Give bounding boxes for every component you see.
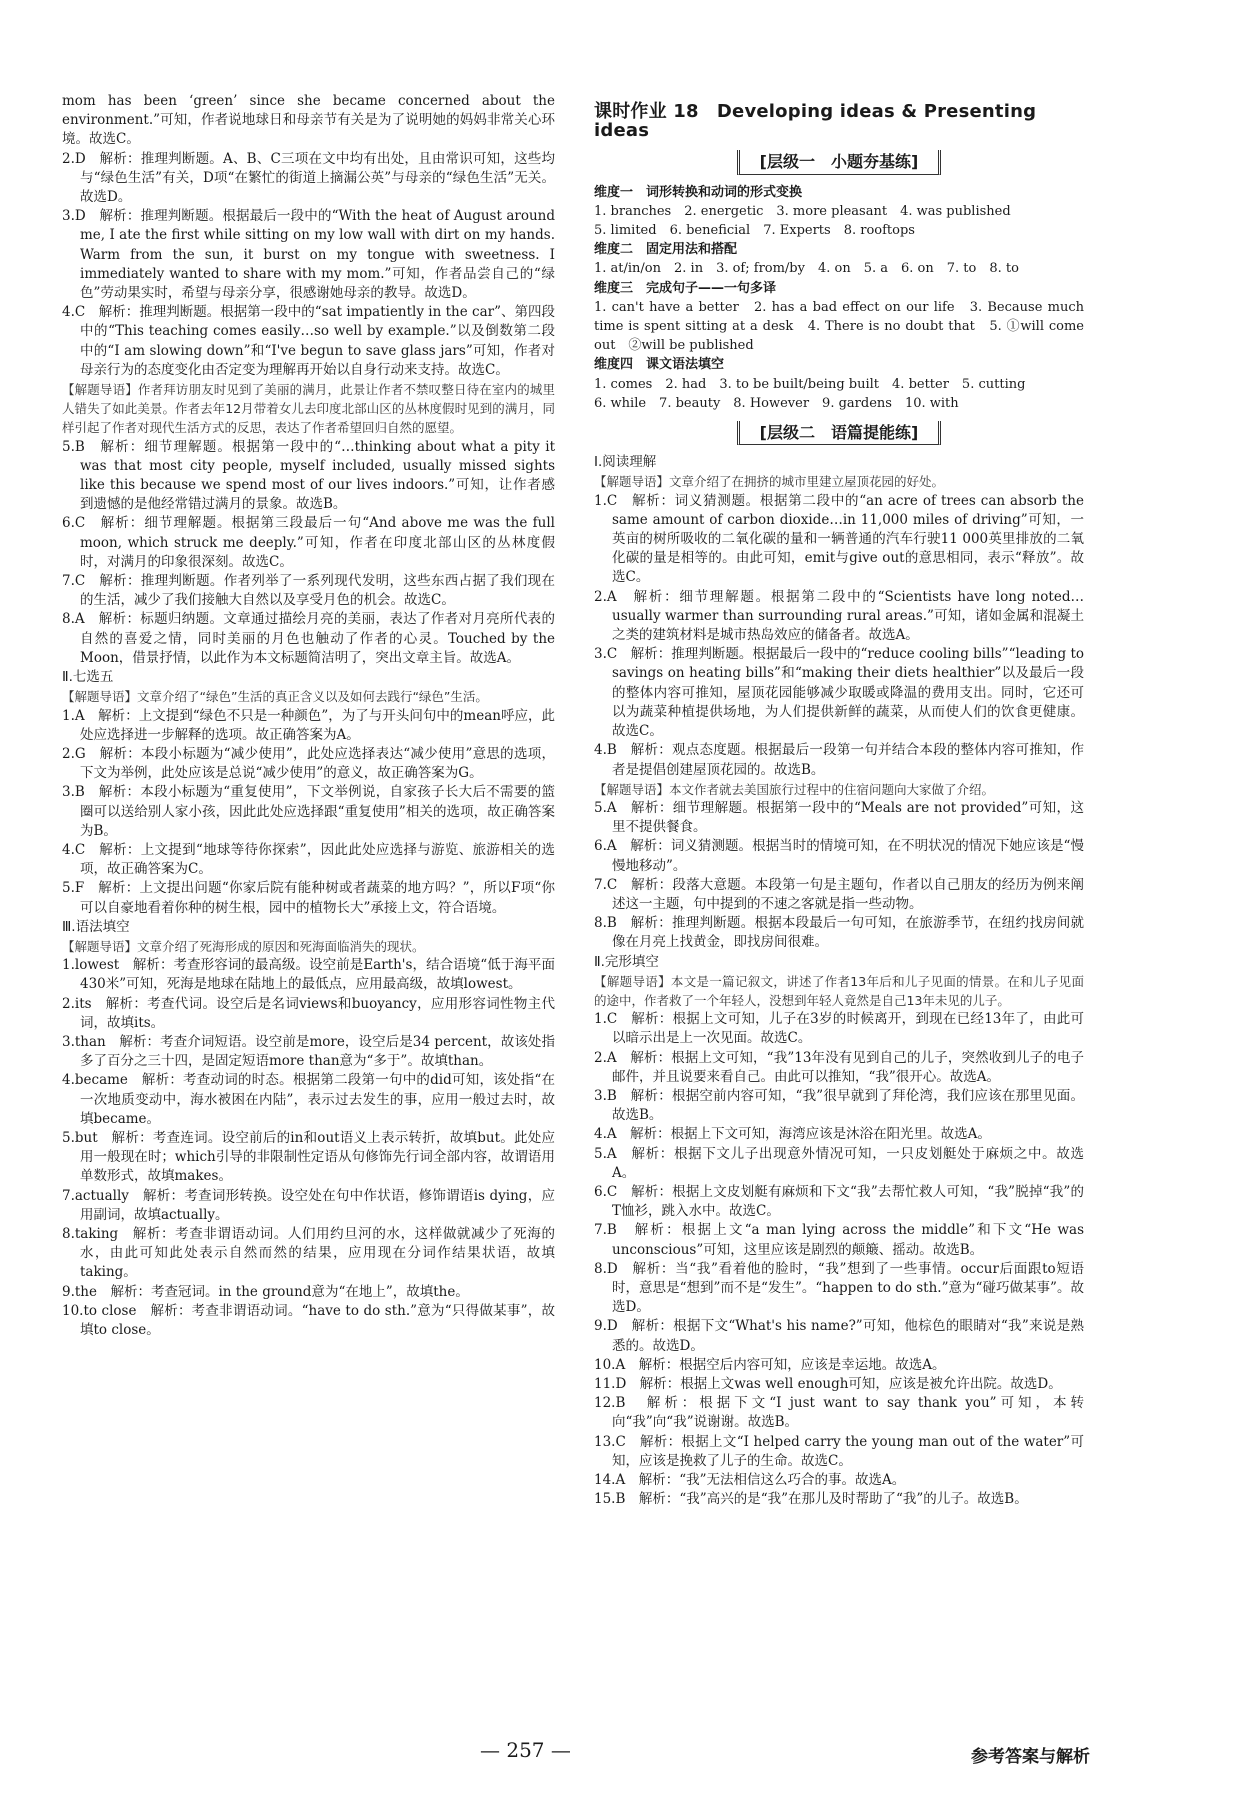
answer-line: 1. branches 2. energetic 3. more pleasant 4. was published: [594, 203, 1011, 219]
answer-paragraph: 1.A 解析：上文提到“绿色不只是一种颜色”，为了与开头问句中的mean呼应，此处应选择进一步解释的选项。故正确答案为A。: [62, 707, 555, 743]
answer-paragraph: 15.B 解析：“我”高兴的是“我”在那儿及时帮助了“我”的儿子。故选B。: [594, 1491, 1028, 1508]
answer-paragraph: 8.B 解析：推理判断题。根据本段最后一句可知，在旅游季节，在纽约找房间就像在月亮上找黄金，即找房间很难。: [594, 915, 1084, 951]
answer-paragraph: 13.C 解析：根据上文“I helped carry the young man out of the water”可知，应该是挽救了儿子的生命。故选C。: [594, 1433, 1084, 1469]
answer-paragraph: 4.C 解析：上文提到“地球等待你探索”，因此此处应选择与游览、旅游相关的选项，故正确答案为C。: [62, 841, 555, 878]
answer-paragraph: 1.C 解析：根据上文可知，儿子在3岁的时候离开，到现在已经13年了，由此可以暗示出是上一次见面。故选C。: [594, 1011, 1084, 1047]
answer-paragraph: 4.C 解析：推理判断题。根据第一段中的“sat impatiently in the car”、第四段中的“This teaching comes easily…so well by example.”以及倒数第二段中的“I am slowing down”和“I've begun to save glass jars”可知，作者对母亲行为的态度变化由否定变为理解再开始以自身行动来支持。故选C。: [62, 304, 555, 378]
guide-paragraph: 【解题导语】作者拜访朋友时见到了美丽的满月，此景让作者不禁叹整日待在室内的城里人错失了如此美景。作者去年12月带着女儿去印度北部山区的丛林度假时见到的满月，同样引起了作者对现代生活方式的反思，表达了作者希望回归自然的愿望。: [62, 382, 555, 436]
answer-paragraph: 10.A 解析：根据空后内容可知，应该是幸运地。故选A。: [594, 1356, 946, 1373]
guide-paragraph: 【解题导语】文章介绍了“绿色”生活的真正含义以及如何去践行“绿色”生活。: [62, 689, 488, 705]
answer-paragraph: 14.A 解析：“我”无法相信这么巧合的事。故选A。: [594, 1472, 906, 1489]
answer-paragraph: 2.D 解析：推理判断题。A、B、C三项在文中均有出处，且由常识可知，这些均与“绿色生活”有关，D项“在繁忙的街道上摘漏公英”与母亲的“绿色生活”无关。故选D。: [62, 150, 555, 206]
answer-paragraph: 8.taking 解析：考查非谓语动词。人们用约旦河的水，这样做就减少了死海的水，由此可知此处表示自然而然的结果，应用现在分词作结果状语，故填taking。: [62, 1225, 555, 1281]
guide-paragraph: 【解题导语】本文是一篇记叙文，讲述了作者13年后和儿子见面的情景。在和儿子见面的途中，作者救了一个年轻人，没想到年轻人竟然是自己13年未见的儿子。: [594, 973, 1084, 1008]
answer-line: 1. comes 2. had 3. to be built/being built 4. better 5. cutting: [594, 376, 1026, 392]
answer-paragraph: 3.than 解析：考查介词短语。设空前是more，设空后是34 percent，故该处指多了百分之三十四，是固定短语more than意为“多于”。故填than。: [62, 1033, 555, 1070]
answer-paragraph: 9.D 解析：根据下文“What's his name?”可知，他棕色的眼睛对“我”来说是熟悉的。故选D。: [594, 1318, 1084, 1354]
answer-paragraph: 2.G 解析：本段小标题为“减少使用”，此处应选择表达“减少使用”意思的选项，下文为举例，此处应该是总说“减少使用”的意义，故正确答案为G。: [62, 745, 555, 782]
answer-paragraph: 4.A 解析：根据上下文可知，海湾应该是沐浴在阳光里。故选A。: [594, 1126, 991, 1143]
answer-paragraph: 5.F 解析：上文提出问题“你家后院有能种树或者蔬菜的地方吗？”，所以F项“你可以自豪地看着你种的树生根，园中的植物长大”承接上文，符合语境。: [62, 880, 555, 916]
section-heading: Ⅱ.完形填空: [594, 953, 659, 970]
answer-paragraph: 2.A 解析：根据上文可知，“我”13年没有见到自己的儿子，突然收到儿子的电子邮件，并且说要来看自己。由此可以推知，“我”很开心。故选A。: [594, 1049, 1084, 1085]
level-banner: [594, 421, 1084, 445]
answer-paragraph: 7.B 解析：根据上文“a man lying across the middle”和下文“He was unconscious”可知，这里应该是剧烈的颠簸、摇动。故选B。: [594, 1222, 1084, 1258]
answer-paragraph: 7.C 解析：推理判断题。作者列举了一系列现代发明，这些东西占据了我们现在的生活，减少了我们接触大自然以及享受月色的机会。故选C。: [62, 573, 555, 609]
right-column: [594, 92, 1084, 1509]
answer-paragraph: 3.D 解析：推理判断题。根据最后一段中的“With the heat of August around me, I ate the first while sitting on my low wall with dirt on my hands. Warm from the sun, it burst on my tongue with sweetness. I immediately wanted to share with my mom.”可知，作者品尝自己的“绿色”劳动果实时，希望与母亲分享，很感谢她母亲的教导。故选D。: [62, 208, 555, 302]
answer-paragraph: 2.its 解析：考查代词。设空后是名词views和buoyancy，应用形容词性物主代词，故填its。: [62, 995, 555, 1031]
answer-paragraph: 6.C 解析：根据上文皮划艇有麻烦和下文“我”去帮忙救人可知，“我”脱掉“我”的T恤衫，跳入水中。故选C。: [594, 1183, 1084, 1220]
answer-paragraph: 8.D 解析：当“我”看着他的脸时，“我”想到了一些事情。occur后面跟to短语时，意思是“想到”而不是“发生”。“happen to do sth.”意为“碰巧做某事”。故选D。: [594, 1260, 1084, 1316]
page-footer: [0, 1738, 1250, 1778]
dimension-heading: 维度四 课文语法填空: [594, 357, 725, 373]
level-two-label: [层级二 语篇提能练]: [737, 421, 942, 445]
answer-paragraph: 7.C 解析：段落大意题。本段第一句是主题句，作者以自己朋友的经历为例来阐述这一主题，句中提到的不速之客就是指一些动物。: [594, 876, 1084, 912]
answer-paragraph: 5.A 解析：细节理解题。根据第一段中的“Meals are not provided”可知，这里不提供餐食。: [594, 799, 1084, 836]
section-heading: Ⅰ.阅读理解: [594, 454, 657, 471]
answer-paragraph: 3.B 解析：本段小标题为“重复使用”，下文举例说，自家孩子长大后不需要的篮圈可以送给别人家小孩，因此此处应选择跟“重复使用”相关的选项，故正确答案为B。: [62, 784, 555, 839]
answer-line: 1. can't have a better 2. has a bad effect on our life 3. Because much time is spent sitting at a desk 4. There is no doubt that 5. ①will come out ②will be published: [594, 299, 1084, 354]
guide-paragraph: 【解题导语】本文作者就去美国旅行过程中的住宿问题向大家做了介绍。: [594, 781, 995, 797]
answer-line: 6. while 7. beauty 8. However 9. gardens 10. with: [594, 395, 959, 411]
answer-paragraph: 2.A 解析：细节理解题。根据第二段中的“Scientists have long noted…usually warmer than surrounding rural areas.”可知，诸如金属和混凝土之类的建筑材料是城市热岛效应的储备者。故选A。: [594, 588, 1084, 644]
answer-paragraph: 3.B 解析：根据空前内容可知，“我”很早就到了拜伦湾，我们应该在那里见面。故选B。: [594, 1087, 1084, 1124]
section-heading: Ⅲ.语法填空: [62, 918, 130, 935]
level-one-label: [层级一 小题夯基练]: [737, 150, 942, 174]
answer-paragraph: 1.C 解析：词义猜测题。根据第二段中的“an acre of trees can absorb the same amount of carbon dioxide…in 11,000 miles of driving”可知，一英亩的树所吸收的二氧化碳的量和一辆普通的汽车行驶11 000英里排放的二氧化碳的量是相等的。由此可知，emit与give out的意思相同，表示“释放”。故选C。: [594, 492, 1084, 586]
left-column: [62, 92, 555, 1340]
lesson-title: 课时作业 18 Developing ideas & Presenting ideas: [594, 101, 1037, 142]
section-heading: Ⅱ.七选五: [62, 669, 114, 686]
answer-paragraph: 12.B 解析：根据下文“I just want to say thank you”可知，本转向“我”向“我”说谢谢。故选B。: [594, 1395, 1084, 1431]
level-banner: [594, 150, 1084, 174]
answer-paragraph: 7.actually 解析：考查词形转换。设空处在句中作状语，修饰谓语is dying，应用副词，故填actually。: [62, 1187, 555, 1223]
answer-paragraph: 4.became 解析：考查动词的时态。根据第二段第一句中的did可知，该处指“在一次地质变动中，海水被困在内陆”，表示过去发生的事，应用一般过去时，故填became。: [62, 1072, 555, 1127]
dimension-heading: 维度二 固定用法和搭配: [594, 242, 738, 258]
answer-paragraph: 9.the 解析：考查冠词。in the ground意为“在地上”，故填the。: [62, 1283, 469, 1300]
dimension-heading: 维度一 词形转换和动词的形式变换: [594, 184, 803, 200]
answer-paragraph: 1.lowest 解析：考查形容词的最高级。设空前是Earth's，结合语境“低于海平面430米”可知，死海是地球在陆地上的最低点，应用最高级，故填lowest。: [62, 957, 555, 993]
answer-line: 5. limited 6. beneficial 7. Experts 8. rooftops: [594, 223, 915, 239]
answer-paragraph: 5.but 解析：考查连词。设空前后的in和out语义上表示转折，故填but。此处应用一般现在时；which引导的非限制性定语从句修饰先行词全部内容，故谓语用单数形式，故填makes。: [62, 1129, 555, 1185]
page-number: — 257 —: [480, 1738, 571, 1762]
answer-paragraph: 10.to close 解析：考查非谓语动词。“have to do sth.”意为“只得做某事”，故填to close。: [62, 1302, 555, 1338]
answer-paragraph: 6.A 解析：词义猜测题。根据当时的情境可知，在不明状况的情况下她应该是“慢慢地移动”。: [594, 838, 1084, 874]
answer-paragraph: 6.C 解析：细节理解题。根据第三段最后一句“And above me was the full moon, which struck me deeply.”可知，作者在印度北部山区的丛林度假时，对满月的印象很深刻。故选C。: [62, 515, 555, 570]
answer-paragraph: 5.A 解析：根据下文儿子出现意外情况可知，一只皮划艇处于麻烦之中。故选A。: [594, 1145, 1084, 1181]
answer-line: 1. at/in/on 2. in 3. of; from/by 4. on 5. a 6. on 7. to 8. to: [594, 261, 1019, 277]
answer-paragraph: 4.B 解析：观点态度题。根据最后一段第一句并结合本段的整体内容可推知，作者是提倡创建屋顶花园的。故选B。: [594, 742, 1084, 778]
answer-paragraph: mom has been ‘green’ since she became concerned about the environment.”可知，作者说地球日和母亲节有关是为了说明她的妈妈非常关心环境。故选C。: [62, 93, 555, 148]
answer-paragraph: 3.C 解析：推理判断题。根据最后一段中的“reduce cooling bills”“leading to savings on heating bills”和“making their diets healthier”以及最后一段的整体内容可推知，屋顶花园能够减少取暖或降温的费用支出。同时，它还可以为蔬菜种植提供场地，为人们提供新鲜的蔬菜，从而使人们的饮食更健康。故选C。: [594, 646, 1084, 740]
answer-paragraph: 8.A 解析：标题归纳题。文章通过描绘月亮的美丽，表达了作者对月亮所代表的自然的喜爱之情，同时美丽的月色也触动了作者的心灵。Touched by the Moon，借景抒情，以此作为本文标题简洁明了，突出文章主旨。故选A。: [62, 611, 555, 666]
dimension-heading: 维度三 完成句子——一句多译: [594, 280, 777, 296]
footer-label: 参考答案与解析: [971, 1747, 1090, 1767]
guide-paragraph: 【解题导语】文章介绍了死海形成的原因和死海面临消失的现状。: [62, 938, 425, 954]
guide-paragraph: 【解题导语】文章介绍了在拥挤的城市里建立屋顶花园的好处。: [594, 474, 945, 490]
answer-paragraph: 5.B 解析：细节理解题。根据第一段中的“…thinking about what a pity it was that most city people, myself included, usually missed sights like this because we spend most of our lives indoors.”可知，让作者感到遗憾的是他经常错过满月的景象。故选B。: [62, 438, 555, 513]
answer-paragraph: 11.D 解析：根据上文was well enough可知，应该是被允许出院。故选D。: [594, 1376, 1062, 1392]
